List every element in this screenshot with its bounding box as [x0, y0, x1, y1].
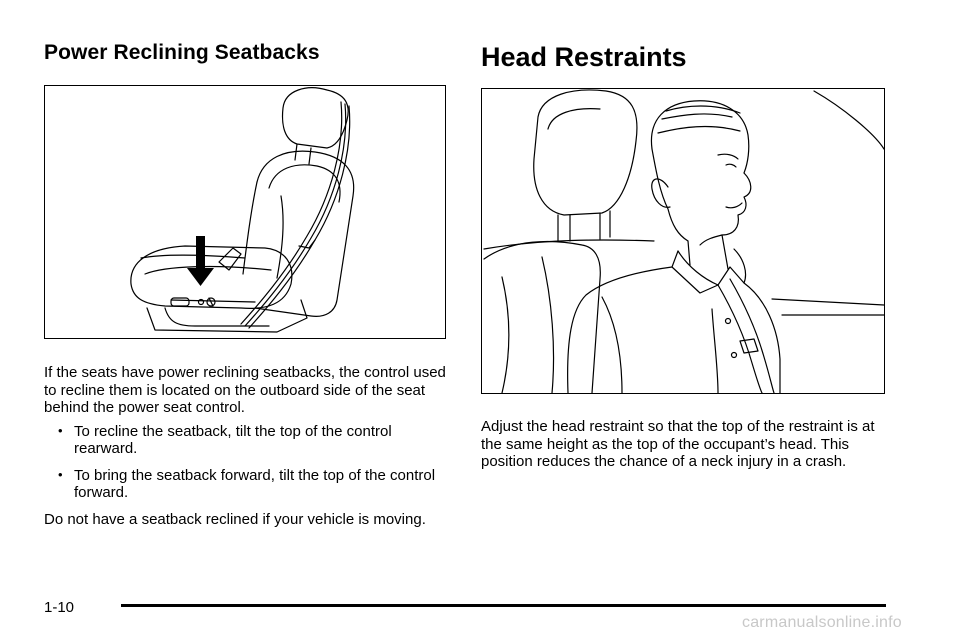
- bullet-text: To recline the seatback, tilt the top of the control rearward.: [74, 422, 392, 457]
- arrow-down-icon: [187, 236, 214, 286]
- page-number: 1-10: [44, 599, 75, 616]
- head-restraint-paragraph: Adjust the head restraint so that the top of the restraint is at the same height as the top of the occupant’s head. This position reduces the chance of a neck injury in a crash.: [481, 418, 875, 470]
- watermark: carmanualsonline.info: [742, 614, 902, 631]
- bullet-icon: •: [58, 466, 63, 482]
- head-restraint-illustration: [481, 88, 885, 394]
- bullet-item: [44, 467, 446, 502]
- bullet-text: To bring the seatback forward, tilt the top of the control forward.: [74, 466, 436, 501]
- occupant-line-drawing: [482, 89, 884, 393]
- bullet-icon: •: [58, 422, 63, 438]
- closing-paragraph: Do not have a seatback reclined if your vehicle is moving.: [44, 510, 426, 528]
- seat-line-drawing: [45, 86, 445, 338]
- intro-paragraph: If the seats have power reclining seatbacks, the control used to recline them is located on the outboard side of the seat behind the power seat control.: [44, 364, 446, 416]
- left-body: [44, 364, 446, 528]
- right-body: [481, 418, 885, 471]
- section-title-power-reclining-seatbacks: Power Reclining Seatbacks: [44, 41, 320, 64]
- bullet-list: [44, 423, 446, 502]
- left-column: [44, 40, 446, 528]
- footer-rule: [121, 604, 886, 607]
- section-title-head-restraints: Head Restraints: [481, 42, 687, 72]
- bullet-item: [44, 423, 446, 458]
- seat-illustration: [44, 85, 446, 339]
